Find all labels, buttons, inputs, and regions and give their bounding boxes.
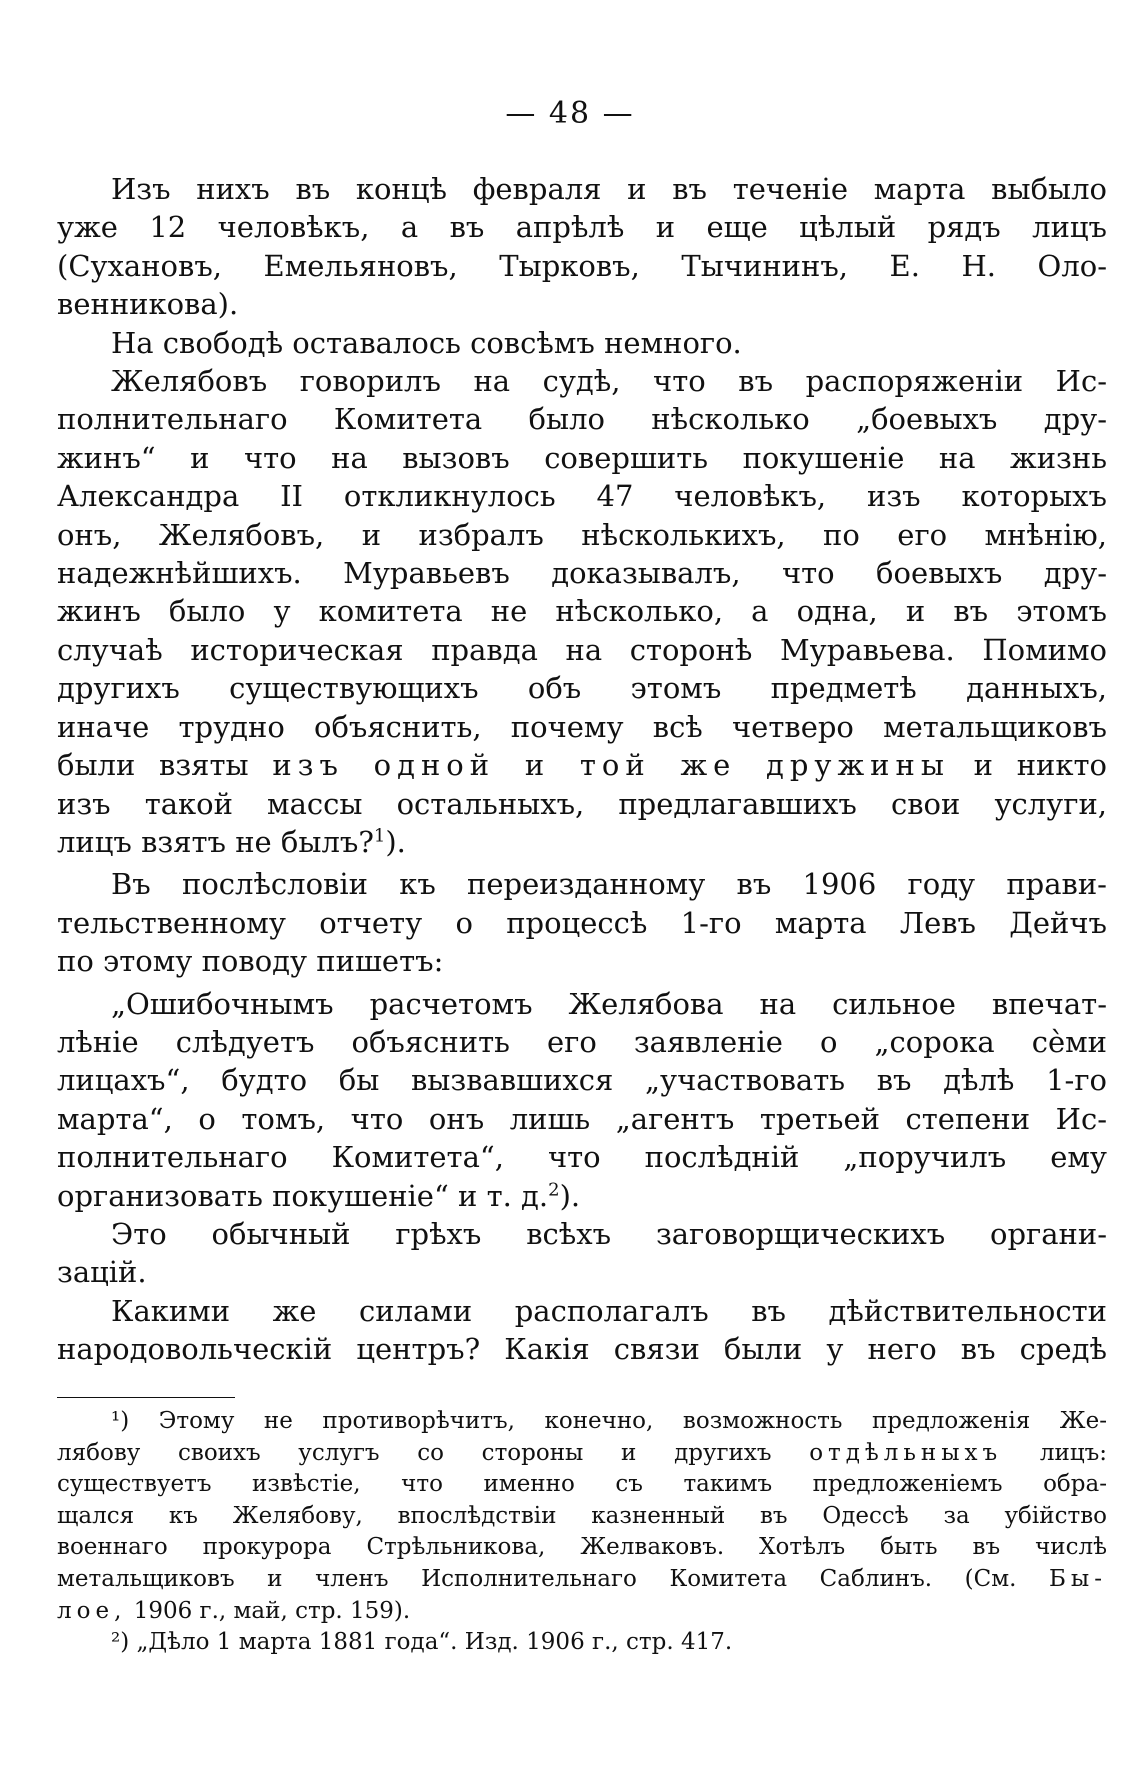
paragraph-3 <box>57 362 1107 861</box>
text-run: „Дѣло 1 марта 1881 года“. Изд. 1906 г., стр. 417. <box>136 1629 733 1656</box>
text-line: марта“, о томъ, что онъ лишь „агентъ третьей степени Ис- <box>57 1101 1107 1136</box>
page-number: — 48 — <box>505 96 635 131</box>
text-line: Въ послѣсловіи къ переизданному въ 1906 году прави- <box>111 867 1107 902</box>
text-line: тельственному отчету о процессѣ 1-го марта Левъ Дейчъ <box>57 905 1107 940</box>
paragraph-5-quote <box>57 985 1107 1215</box>
text-run: лицъ: <box>1039 1439 1107 1466</box>
text-line: Александра II откликнулось 47 человѣкъ, изъ которыхъ <box>57 479 1107 514</box>
text-line: (Сухановъ, Емельяновъ, Тырковъ, Тычининъ, Е. Н. Оло- <box>57 248 1107 283</box>
text-run: организовать покушеніе“ и т. д. <box>57 1178 549 1213</box>
emphasized-text: отдѣльныхъ <box>809 1439 1003 1466</box>
footnote-line <box>57 1596 1107 1628</box>
text-line: полнительнаго Комитета“, что послѣдній „поручилъ ему <box>57 1140 1107 1175</box>
text-run: и никто <box>973 748 1108 783</box>
paragraph-7 <box>57 1292 1107 1369</box>
text-line: уже 12 человѣкъ, а въ апрѣлѣ и еще цѣлый рядъ лицъ <box>57 210 1107 245</box>
text-run: ). <box>559 1178 581 1213</box>
footnote-line: военнаго прокурора Стрѣльникова, Желваковъ. Хотѣлъ быть въ числѣ <box>57 1534 1107 1561</box>
footnote-line <box>57 1406 1107 1438</box>
text-run: Этому не противорѣчитъ, конечно, возможность предложенія Же- <box>158 1408 1108 1434</box>
text-line: На свободѣ оставалось совсѣмъ немного. <box>111 325 742 360</box>
text-line: онъ, Желябовъ, и избралъ нѣсколькихъ, по его мнѣнію, <box>57 517 1107 552</box>
text-line: случаѣ историческая правда на сторонѣ Муравьева. Помимо <box>57 632 1107 667</box>
body-text <box>57 170 1107 1369</box>
text-run: лицъ взятъ не былъ? <box>57 824 374 859</box>
footnote-mark: ¹) <box>111 1408 130 1434</box>
text-line: жинъ было у комитета не нѣсколько, а одна, и въ этомъ <box>57 594 1107 629</box>
paragraph-2 <box>57 324 1107 362</box>
text-line: надежнѣйшихъ. Муравьевъ доказывалъ, что боевыхъ дру- <box>57 556 1107 591</box>
footnote-line: щался къ Желябову, впослѣдствіи казненный въ Одессѣ за убійство <box>57 1502 1107 1529</box>
text-line: лицахъ“, будто бы вызвавшихся „участвовать въ дѣлѣ 1-го <box>57 1063 1107 1098</box>
text-run: метальщиковъ и членъ Исполнительнаго Комитета Саблинъ. (См. <box>57 1565 1017 1592</box>
text-line: лѣніе слѣдуетъ объяснить его заявленіе о „сорока сѐми <box>57 1024 1107 1059</box>
text-run: были взяты <box>57 748 249 783</box>
text-line: Желябовъ говорилъ на судѣ, что въ распоряженіи Ис- <box>111 364 1107 399</box>
text-line: Изъ нихъ въ концѣ февраля и въ теченіе марта выбыло <box>111 172 1107 206</box>
footnote-line <box>57 1564 1107 1596</box>
text-run: лябову своихъ услугъ со стороны и другихъ <box>57 1439 772 1466</box>
footnote-ref: 2 <box>548 1178 560 1200</box>
text-line <box>57 1177 1107 1215</box>
footnote-ref: 1 <box>373 825 386 847</box>
text-line <box>57 823 1107 861</box>
footnote-line <box>57 1627 1107 1659</box>
text-line: Это обычный грѣхъ всѣхъ заговорщическихъ органи- <box>111 1216 1107 1251</box>
footnote-1 <box>57 1406 1107 1627</box>
emphasized-text: Бы- <box>1049 1565 1107 1592</box>
text-run: ). <box>385 824 406 859</box>
footnote-line: существуетъ извѣстіе, что именно съ такимъ предложеніемъ обра- <box>57 1471 1107 1498</box>
text-line: „Ошибочнымъ расчетомъ Желябова на сильное впечат- <box>111 986 1107 1021</box>
footnote-2 <box>57 1627 1107 1659</box>
text-line: иначе трудно объяснить, почему всѣ четверо метальщиковъ <box>57 709 1107 744</box>
text-line: полнительнаго Комитета было нѣсколько „боевыхъ дру- <box>57 402 1107 437</box>
footnote-line <box>57 1438 1107 1470</box>
paragraph-6 <box>57 1215 1107 1292</box>
text-line: жинъ“ и что на вызовъ совершить покушеніе на жизнь <box>57 440 1107 475</box>
text-line: по этому поводу пишетъ: <box>57 944 444 979</box>
text-line: изъ такой массы остальныхъ, предлагавшихъ свои услуги, <box>57 786 1107 821</box>
text-line: Какими же силами располагалъ въ дѣйствительности <box>111 1293 1107 1328</box>
text-line: народовольческій центръ? Какія связи были у него въ средѣ <box>57 1332 1107 1367</box>
footnotes <box>57 1406 1107 1659</box>
paragraph-1 <box>57 170 1107 324</box>
text-line: зацій. <box>57 1255 147 1290</box>
text-line <box>57 746 1107 784</box>
emphasized-text: изъ одной и той же дружины <box>272 748 950 783</box>
footnote-mark: ²) <box>111 1629 130 1656</box>
text-line: венникова). <box>57 287 239 322</box>
text-run: 1906 г., май, стр. 159). <box>133 1597 411 1624</box>
footnote-separator <box>57 1397 235 1398</box>
paragraph-4 <box>57 865 1107 980</box>
emphasized-text: лое, <box>57 1597 127 1624</box>
text-line: другихъ существующихъ объ этомъ предметѣ данныхъ, <box>57 671 1107 706</box>
